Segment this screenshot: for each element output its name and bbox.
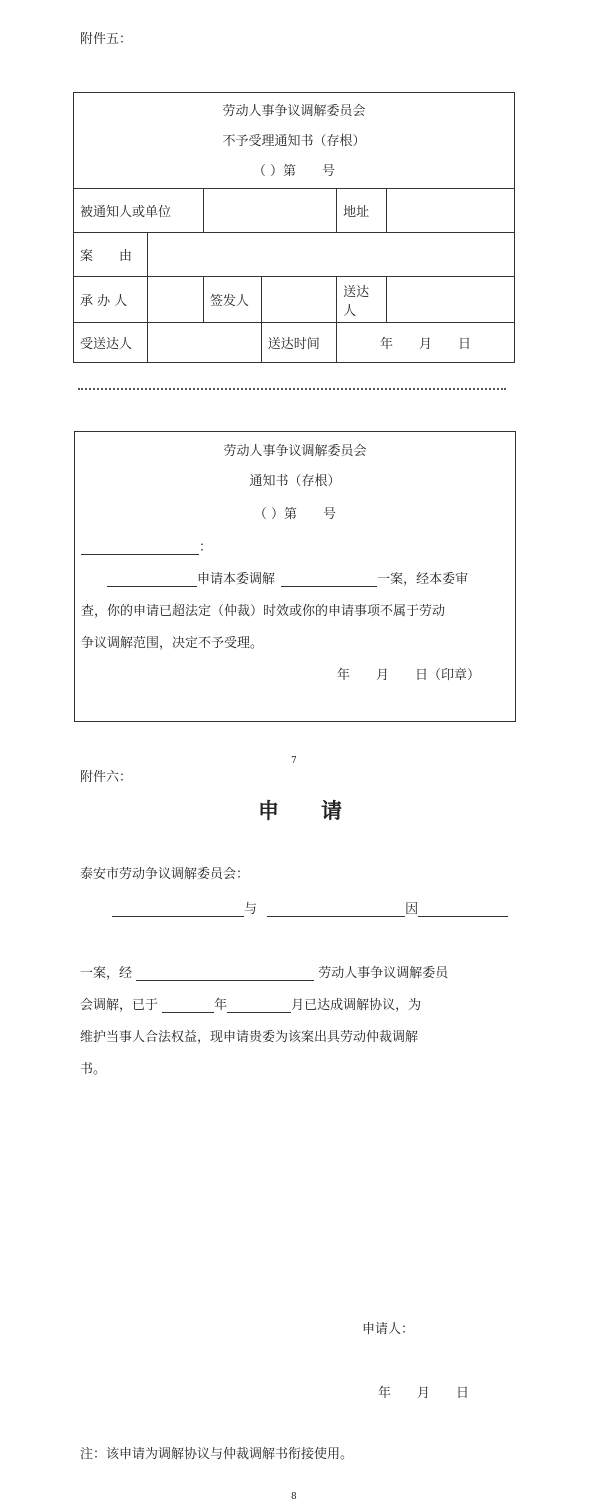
delivery-time-label: 送达时间 [261,323,336,363]
case-blank[interactable] [281,572,377,587]
page-number-next: 8 [291,1492,297,1502]
issuer-label: 签发人 [203,277,261,323]
notice-title-committee: 劳动人事争议调解委员会 [223,444,367,459]
notice-date-seal: 年 月 日（印章） [337,668,481,683]
body-line3: 维护当事人合法权益，现申请贵委为该案出具劳动仲裁调解 [80,1030,419,1045]
applicant-label: 申请人： [362,1322,415,1337]
stub-header [74,93,515,189]
attachment-five-label: 附件五： [80,32,133,47]
stub-title-committee: 劳动人事争议调解委员会 [222,103,366,119]
recipient-field[interactable] [148,323,262,363]
attachment-six-label: 附件六： [80,770,133,785]
addressee-colon: ： [199,540,213,555]
delivery-date-field[interactable]: 年 月 日 [337,323,515,363]
body-year-text: 年 [214,998,228,1013]
body-text-a: 一案，经 [80,966,133,981]
applicant-blank[interactable] [107,572,197,587]
stub-title-notice: 不予受理通知书（存根） [222,133,366,149]
case-reason-label: 案 由 [74,233,148,277]
notice-case-text: 一案，经本委审 [377,572,469,587]
notice-apply-text: 申请本委调解 [197,572,276,587]
notified-party-field[interactable] [203,189,336,233]
body-line4: 书。 [80,1062,107,1077]
address-field[interactable] [387,189,515,233]
address-label: 地址 [337,189,387,233]
application-title: 申 请 [258,798,342,823]
body-text-b: 劳动人事争议调解委员 [318,966,449,981]
reason-blank[interactable] [418,902,508,917]
deliverer-field[interactable] [387,277,515,323]
handler-label: 承 办 人 [74,277,148,323]
tear-line [78,388,506,390]
stub-number-line: （ ）第 号 [252,163,336,179]
year-blank[interactable] [162,998,214,1013]
rejection-stub-form [73,92,515,363]
notice-paragraph-line1 [107,568,468,587]
page-number: 7 [291,756,297,766]
parties-line [112,898,508,917]
body-text-d: 月已达成调解协议，为 [291,998,422,1013]
application-note: 注：该申请为调解协议与仲裁调解书衔接使用。 [80,1447,354,1462]
notice-number-line: （ ）第 号 [253,507,337,522]
recipient-label: 受送达人 [74,323,148,363]
body-line2 [80,994,421,1013]
notice-addressee-line [81,536,212,555]
issuer-field[interactable] [261,277,336,323]
application-date: 年 月 日 [378,1386,470,1401]
committee-blank[interactable] [136,966,314,981]
body-line1 [80,962,448,981]
notified-party-label: 被通知人或单位 [74,189,204,233]
deliverer-label: 送达人 [337,277,387,323]
addressee-blank[interactable] [81,540,199,555]
case-reason-field[interactable] [148,233,515,277]
body-text-c: 会调解，已于 [80,998,159,1013]
notice-paragraph-line3: 争议调解范围，决定不予受理。 [81,636,264,651]
with-text: 与 [244,902,258,917]
month-blank[interactable] [227,998,291,1013]
party-b-blank[interactable] [267,902,405,917]
notice-stub-box [74,431,516,722]
application-addressee: 泰安市劳动争议调解委员会： [80,867,250,882]
party-a-blank[interactable] [112,902,244,917]
handler-field[interactable] [148,277,204,323]
because-text: 因 [405,902,419,917]
notice-title-notice: 通知书（存根） [249,474,341,489]
notice-paragraph-line2: 查，你的申请已超法定（仲裁）时效或你的申请事项不属于劳动 [81,604,446,619]
